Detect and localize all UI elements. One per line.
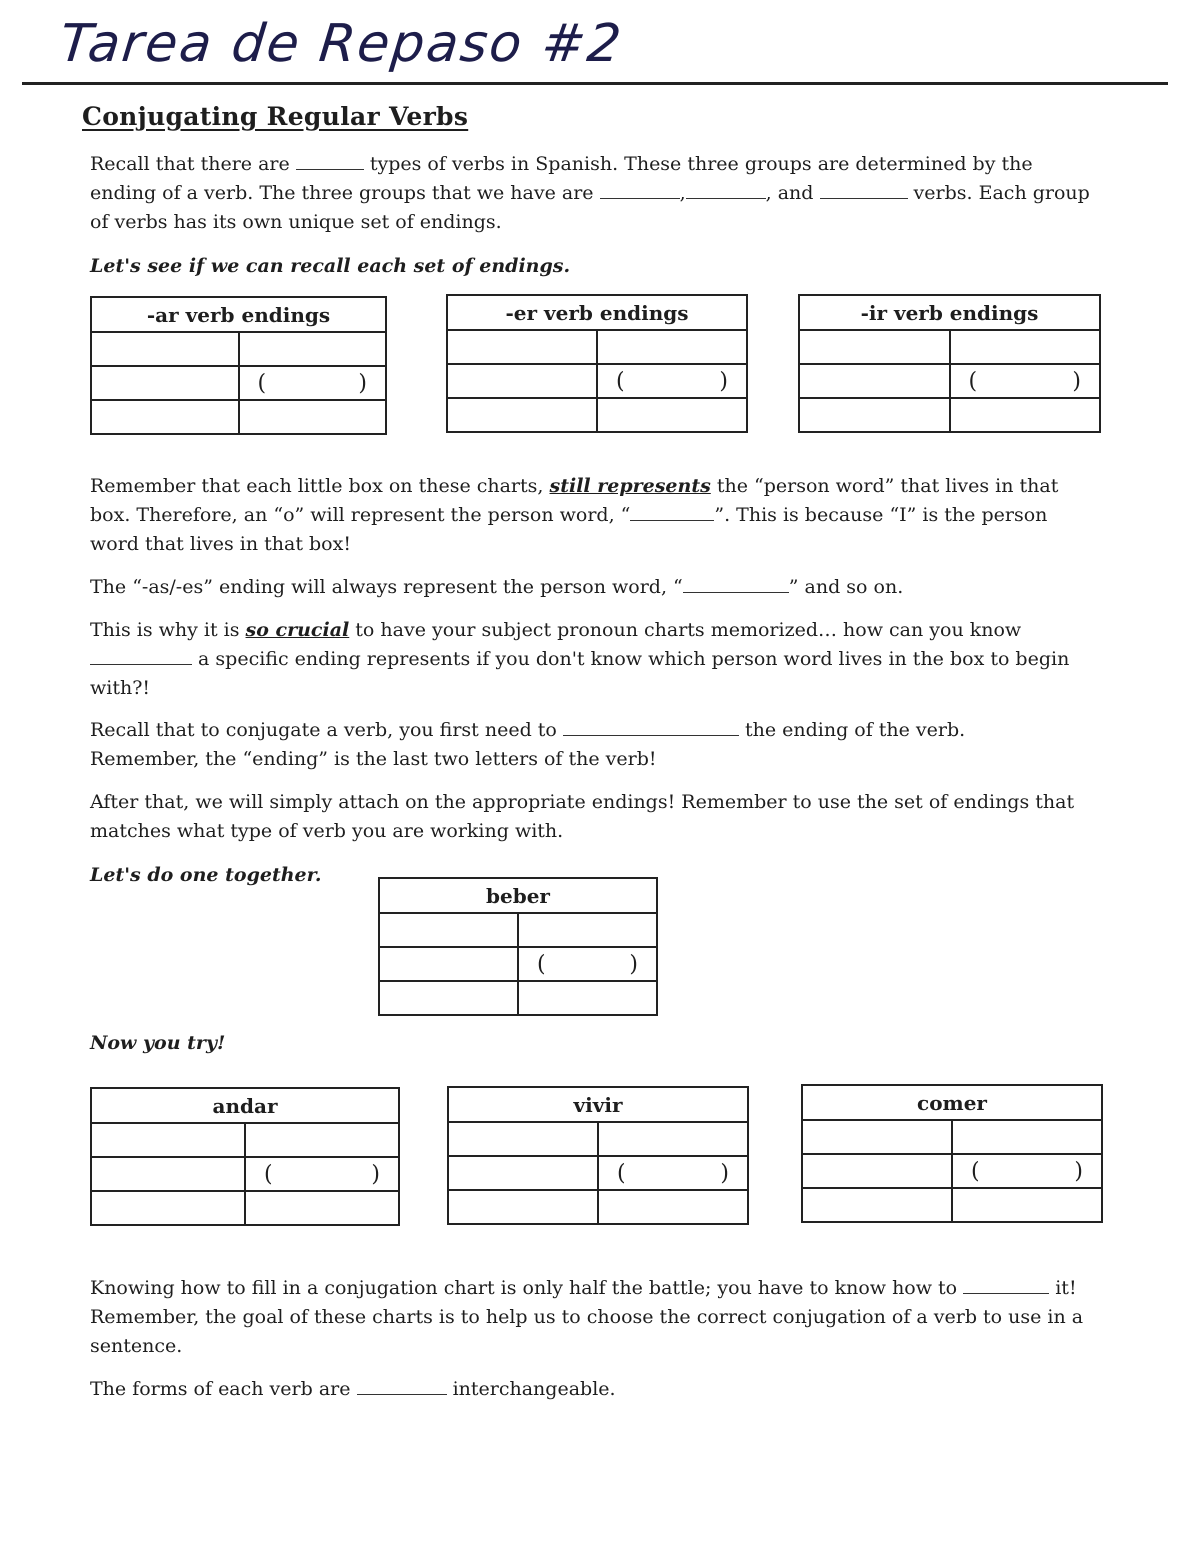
comer-chart [801,1084,1103,1223]
chart-cell[interactable] [598,1156,748,1190]
chart-cell[interactable] [799,364,950,398]
chart-cell[interactable] [379,947,518,981]
blank-who[interactable] [90,646,192,665]
crucial-paragraph [90,616,1100,703]
beber-chart [378,877,658,1016]
chart-cell[interactable] [91,1157,245,1191]
chart-cell[interactable] [950,364,1101,398]
chart-title: -er verb endings [447,295,747,330]
recall-text-1: Recall that to conjugate a verb, you first need to [90,719,557,741]
chart-cell[interactable] [518,947,657,981]
remember-text-2: the “person word” that lives in that box. Therefore, an “o” will represent the person word, “ [90,475,1059,526]
blank-group-3[interactable] [820,180,908,199]
chart-cell[interactable] [379,913,518,947]
close-paren: ) [358,370,367,396]
chart-cell[interactable] [245,1157,399,1191]
blank-person-word-o[interactable] [630,502,714,521]
so-crucial-emphasis: so crucial [245,619,350,641]
forms-text-2: interchangeable. [452,1378,616,1400]
together-label: Let's do one together. [90,864,322,886]
chart-title: comer [802,1085,1102,1120]
chart-title: andar [91,1088,399,1123]
open-paren: ( [537,951,546,977]
intro-paragraph [90,150,1100,237]
chart-cell[interactable] [950,330,1101,364]
chart-cell[interactable] [447,398,597,432]
chart-cell[interactable] [952,1188,1102,1222]
chart-cell[interactable] [91,1123,245,1157]
chart-cell[interactable] [448,1190,598,1224]
blank-not[interactable] [357,1376,447,1395]
recall-text-2: the ending of the verb. [744,719,966,741]
chart-cell[interactable] [239,366,387,400]
crucial-text-3: a specific ending represents if you don't know which person word lives in the box to begin with?! [90,648,1070,699]
chart-cell[interactable] [447,330,597,364]
close-paren: ) [629,951,638,977]
chart-cell[interactable] [597,398,747,432]
open-paren: ( [616,368,625,394]
vivir-chart [447,1086,749,1225]
chart-cell[interactable] [597,330,747,364]
knowing-paragraph [90,1274,1100,1361]
remember-text-3: ”. This is because “I” is the person word that lives in that box! [90,504,1048,555]
as-es-text-2: ” and so on. [788,576,904,598]
chart-cell[interactable] [799,330,950,364]
chart-cell[interactable] [91,1191,245,1225]
er-endings-chart [446,294,748,433]
chart-cell[interactable] [518,913,657,947]
recall-text-3: Remember, the “ending” is the last two letters of the verb! [90,748,657,770]
after-paragraph: After that, we will simply attach on the appropriate endings! Remember to use the set of endings that matches what type of verb you are working with. [90,791,1075,842]
blank-number-of-types[interactable] [296,151,364,170]
blank-person-word-as[interactable] [683,574,789,593]
chart-cell[interactable] [91,400,239,434]
andar-chart [90,1087,400,1226]
open-paren: ( [971,1158,980,1184]
open-paren: ( [968,368,978,394]
chart-cell[interactable] [245,1123,399,1157]
chart-title: vivir [448,1087,748,1122]
intro-text-3: verbs. Each group of verbs has its own unique set of endings. [90,182,1090,233]
open-paren: ( [257,370,267,396]
section-title: Conjugating Regular Verbs [82,102,469,131]
chart-title: -ar verb endings [91,297,386,332]
still-represents-emphasis: still represents [549,475,711,497]
intro-text-1: Recall that there are [90,153,290,175]
chart-cell[interactable] [239,332,387,366]
chart-cell[interactable] [379,981,518,1015]
and-text: , and [765,182,814,204]
intro-text-2: types of verbs in Spanish. These three groups are determined by the ending of a verb. The three groups that we have are [90,153,1033,204]
ir-endings-chart [798,294,1101,433]
close-paren: ) [1072,368,1081,394]
chart-cell[interactable] [952,1120,1102,1154]
chart-title: beber [379,878,657,913]
chart-cell[interactable] [448,1122,598,1156]
close-paren: ) [371,1161,380,1187]
chart-cell[interactable] [799,398,950,432]
blank-group-1[interactable] [600,180,680,199]
knowing-text-2: it! Remember, the goal of these charts is to help us to choose the correct conjugation of a verb to use in a sentence. [90,1277,1084,1357]
as-es-paragraph [90,573,1100,602]
blank-use[interactable] [963,1275,1049,1294]
open-paren: ( [264,1161,273,1187]
close-paren: ) [719,368,728,394]
chart-cell[interactable] [448,1156,598,1190]
remember-paragraph [90,472,1100,559]
chart-cell[interactable] [447,364,597,398]
chart-cell[interactable] [91,366,239,400]
recall-conjugate-paragraph [90,716,1100,774]
knowing-text-1: Knowing how to fill in a conjugation chart is only half the battle; you have to know how to [90,1277,958,1299]
remember-text-1: Remember that each little box on these charts, [90,475,544,497]
lets-see-label: Let's see if we can recall each set of endings. [90,255,571,277]
chart-cell[interactable] [239,400,387,434]
chart-cell[interactable] [802,1120,952,1154]
chart-cell[interactable] [518,981,657,1015]
open-paren: ( [617,1160,626,1186]
chart-cell[interactable] [91,332,239,366]
chart-title: -ir verb endings [799,295,1100,330]
blank-remove[interactable] [563,717,739,736]
forms-text-1: The forms of each verb are [90,1378,351,1400]
close-paren: ) [720,1160,729,1186]
crucial-text-1: This is why it is [90,619,240,641]
comma: , [679,182,686,204]
chart-cell[interactable] [598,1190,748,1224]
close-paren: ) [1074,1158,1083,1184]
forms-paragraph [90,1375,1100,1404]
chart-cell[interactable] [245,1191,399,1225]
chart-cell[interactable] [802,1188,952,1222]
chart-cell[interactable] [952,1154,1102,1188]
chart-cell[interactable] [598,1122,748,1156]
as-es-text-1: The “-as/-es” ending will always represent the person word, “ [90,576,683,598]
chart-cell[interactable] [597,364,747,398]
chart-cell[interactable] [802,1154,952,1188]
blank-group-2[interactable] [686,180,766,199]
ar-endings-chart [90,296,387,435]
chart-cell[interactable] [950,398,1101,432]
title-rule [22,82,1168,85]
now-try-label: Now you try! [90,1032,226,1054]
handwritten-title: Tarea de Repaso #2 [56,14,626,74]
crucial-text-2: to have your subject pronoun charts memorized… how can you know [355,619,1022,641]
